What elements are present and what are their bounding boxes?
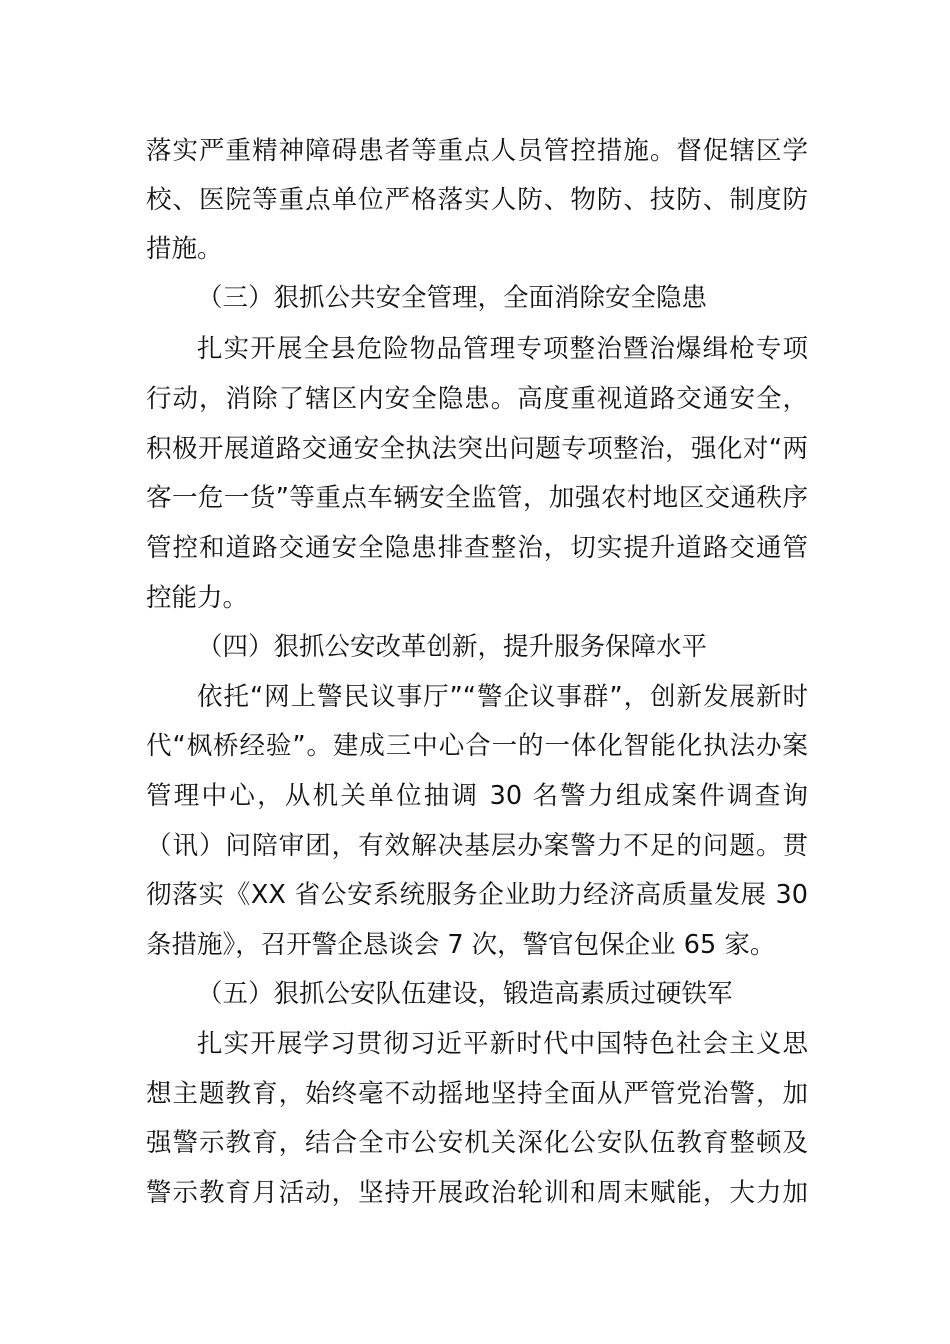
section-heading-4: （四）狠抓公安改革创新，提升服务保障水平 xyxy=(197,632,708,662)
body-line: 积极开展道路交通安全执法突出问题专项整治，强化对“两 xyxy=(146,434,808,464)
body-line: 客一危一货”等重点车辆安全监管，加强农村地区交通秩序 xyxy=(146,483,808,513)
body-line: 校、医院等重点单位严格落实人防、物防、技防、制度防 xyxy=(146,185,808,215)
body-line: 想主题教育，始终毫不动摇地坚持全面从严管党治警，加 xyxy=(146,1079,808,1109)
body-line: 管控和道路交通安全隐患排查整治，切实提升道路交通管 xyxy=(146,533,808,563)
section-heading-5: （五）狠抓公安队伍建设，锻造高素质过硬铁军 xyxy=(197,979,733,1009)
body-line: 扎实开展学习贯彻习近平新时代中国特色社会主义思 xyxy=(197,1029,808,1059)
body-line: 措施。 xyxy=(146,234,223,264)
body-line: 强警示教育，结合全市公安机关深化公安队伍教育整顿及 xyxy=(146,1128,808,1158)
body-line: 代“枫桥经验”。建成三中心合一的一体化智能化执法办案 xyxy=(146,731,808,761)
body-line: 扎实开展全县危险物品管理专项整治暨治爆缉枪专项 xyxy=(197,334,808,364)
body-line: 条措施》，召开警企恳谈会 7 次，警官包保企业 65 家。 xyxy=(146,930,776,960)
body-line: 彻落实《XX 省公安系统服务企业助力经济高质量发展 30 xyxy=(146,880,808,910)
body-line: 依托“网上警民议事厅”“警企议事群”，创新发展新时 xyxy=(197,682,808,712)
body-line: 管理中心，从机关单位抽调 30 名警力组成案件调查询 xyxy=(146,781,808,811)
section-heading-3: （三）狠抓公共安全管理，全面消除安全隐患 xyxy=(197,283,708,313)
body-line: 警示教育月活动，坚持开展政治轮训和周末赋能，大力加 xyxy=(146,1178,808,1208)
body-line: （讯）问陪审团，有效解决基层办案警力不足的问题。贯 xyxy=(146,831,808,861)
body-line: 控能力。 xyxy=(146,583,249,613)
body-line: 落实严重精神障碍患者等重点人员管控措施。督促辖区学 xyxy=(146,136,808,166)
body-line: 行动，消除了辖区内安全隐患。高度重视道路交通安全， xyxy=(146,384,808,414)
